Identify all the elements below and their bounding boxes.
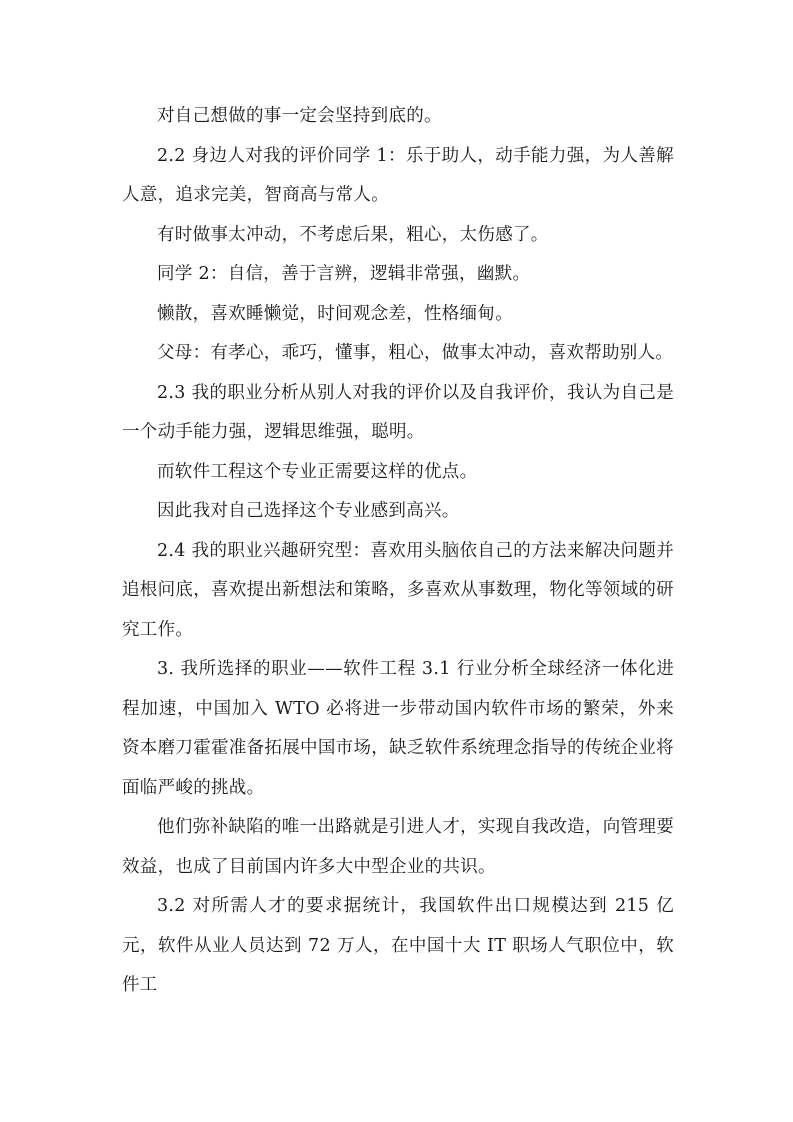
paragraph: 父母：有孝心，乖巧，懂事，粗心，做事太冲动，喜欢帮助别人。 — [157, 343, 674, 363]
paragraph: 因此我对自己选择这个专业感到高兴。 — [157, 501, 460, 521]
paragraph: 有时做事太冲动，不考虑后果，粗心，太伤感了。 — [157, 224, 549, 245]
paragraph: 而软件工程这个专业正需要这样的优点。 — [157, 461, 478, 482]
document-body — [122, 97, 674, 1006]
paragraph: 2.3 我的职业分析从别人对我的评价以及自我评价，我认为自己是一个动手能力强，逻辑思维强，聪明。 — [122, 382, 674, 442]
paragraph: 懒散，喜欢睡懒觉，时间观念差，性格缅甸。 — [157, 303, 513, 324]
paragraph: 他们弥补缺陷的唯一出路就是引进人才，实现自我改造，向管理要效益，也成了目前国内许多大中型企业的共识。 — [122, 817, 674, 877]
paragraph: 对自己想做的事一定会坚持到底的。 — [157, 106, 442, 126]
paragraph: 3. 我所选择的职业——软件工程 3.1 行业分析全球经济一体化进程加速，中国加入 WTO 必将进一步带动国内软件市场的繁荣，外来资本磨刀霍霍准备拓展中国市场，缺乏软件系统理念指导的传统企业将面临严峻的挑战。 — [122, 659, 674, 798]
paragraph: 同学 2：自信，善于言辨，逻辑非常强，幽默。 — [157, 264, 531, 284]
paragraph: 2.2 身边人对我的评价同学 1：乐于助人，动手能力强，为人善解人意，追求完美，智商高与常人。 — [122, 145, 674, 205]
paragraph: 3.2 对所需人才的要求据统计，我国软件出口规模达到 215 亿元，软件从业人员达到 72 万人，在中国十大 IT 职场人气职位中，软件工 — [122, 896, 674, 995]
paragraph: 2.4 我的职业兴趣研究型：喜欢用头脑依自己的方法来解决问题并追根问底，喜欢提出新想法和策略，多喜欢从事数理，物化等领域的研究工作。 — [122, 540, 674, 640]
